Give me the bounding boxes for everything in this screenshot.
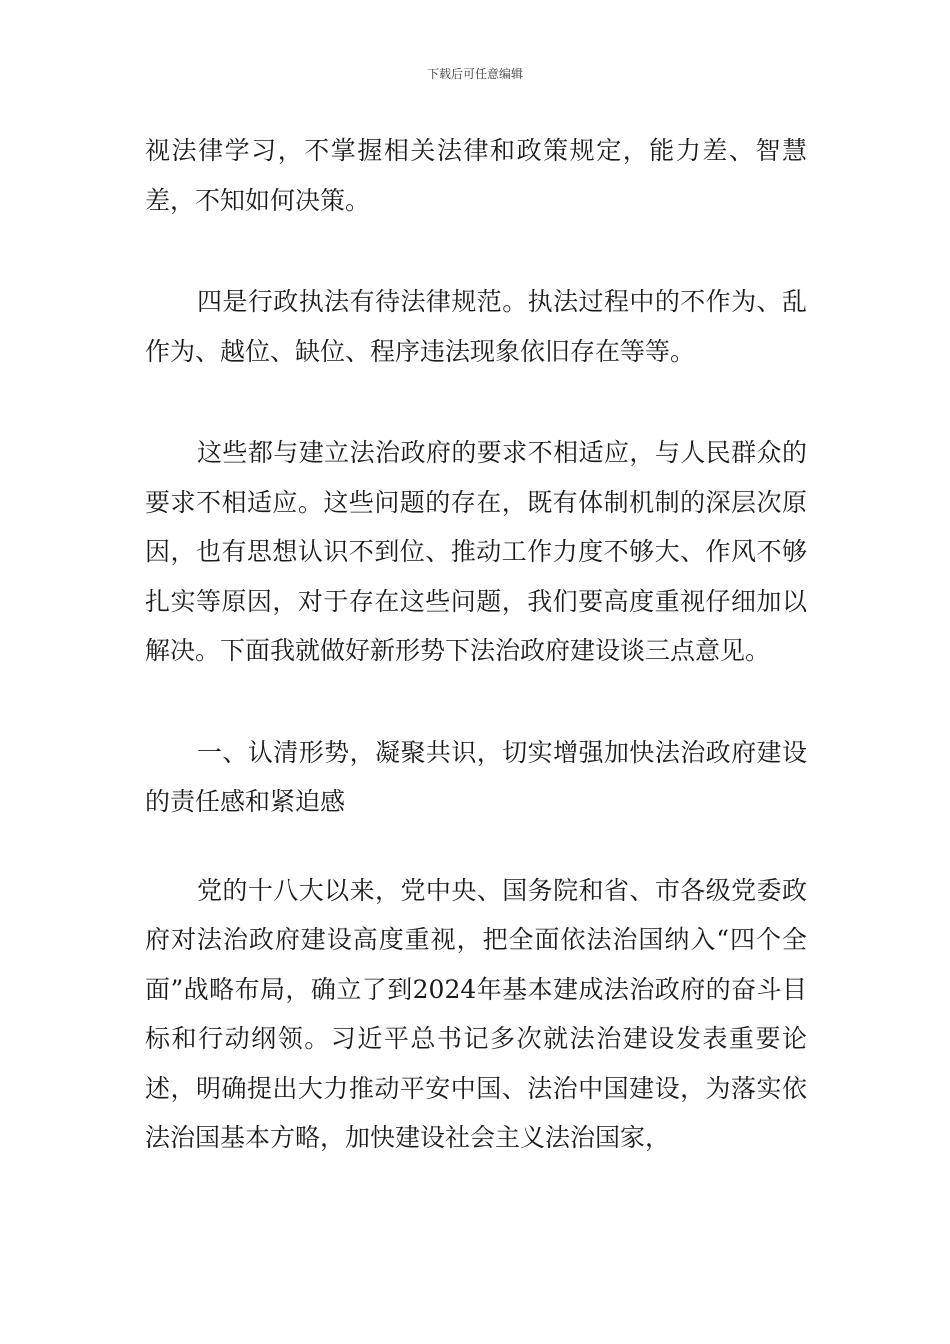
paragraph-3: 这些都与建立法治政府的要求不相适应，与人民群众的要求不相适应。这些问题的存在，既有体制机制的深层次原因，也有思想认识不到位、推动工作力度不够大、作风不够扎实等原因，对于存在这些问题，我们要高度重视仔细加以解决。下面我就做好新形势下法治政府建设谈三点意见。 [145,438,807,665]
document-body [145,126,807,1215]
page-header-note: 下载后可任意编辑 [426,67,523,81]
paragraph-5: 党的十八大以来，党中央、国务院和省、市各级党委政府对法治政府建设高度重视，把全面依法治国纳入“四个全面”战略布局，确立了到2024年基本建成法治政府的奋斗目标和行动纲领。习近平总书记多次就法治建设发表重要论述，明确提出大力推动平安中国、法治中国建设，为落实依法治国基本方略，加快建设社会主义法治国家， [145,875,807,1152]
section-heading: 一、认清形势，凝聚共识，切实增强加快法治政府建设的责任感和紧迫感 [145,737,807,816]
paragraph-2: 四是行政执法有待法律规范。执法过程中的不作为、乱作为、越位、缺位、程序违法现象依旧存在等等。 [145,287,807,366]
paragraph-1: 视法律学习，不掌握相关法律和政策规定，能力差、智慧差，不知如何决策。 [145,136,807,215]
